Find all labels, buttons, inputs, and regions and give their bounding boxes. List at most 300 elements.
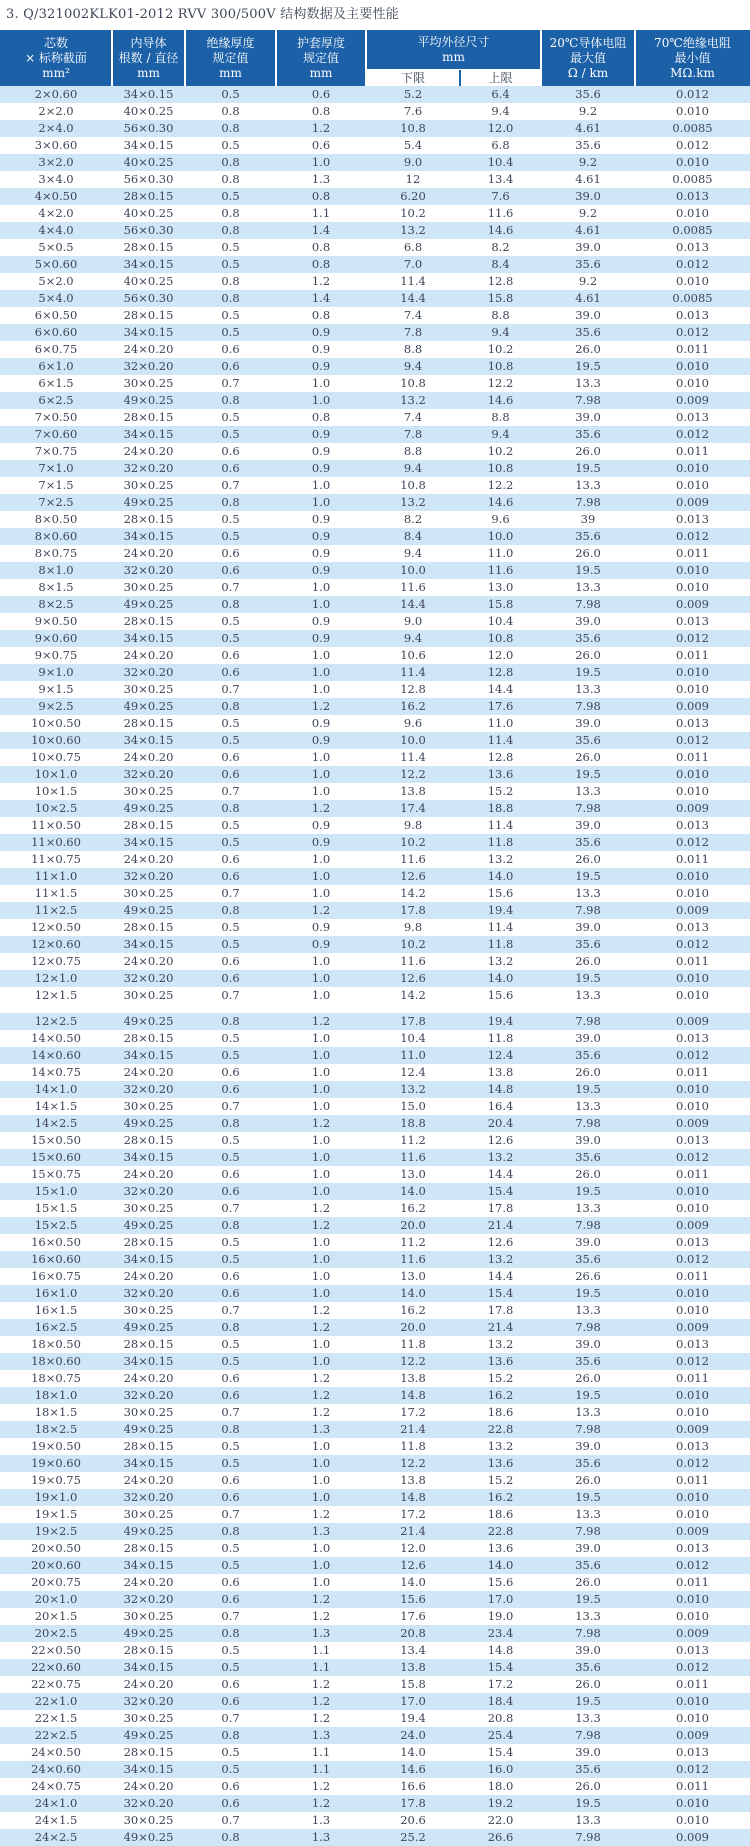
table-cell: 22.8 bbox=[487, 1524, 514, 1538]
table-cell: 0.6 bbox=[221, 1694, 240, 1708]
table-cell: 24×0.20 bbox=[123, 444, 174, 458]
table-cell: 13.2 bbox=[487, 1337, 514, 1351]
table-cell: 1.0 bbox=[311, 1184, 331, 1198]
table-cell: 0.010 bbox=[676, 1490, 709, 1504]
table-cell: 30×0.25 bbox=[123, 1609, 174, 1623]
table-cell: 39.0 bbox=[575, 189, 601, 203]
table-row bbox=[0, 562, 750, 579]
table-cell: 0.7 bbox=[221, 1507, 240, 1521]
table-cell: 28×0.15 bbox=[123, 1643, 174, 1657]
table-cell: 0.011 bbox=[676, 1473, 709, 1487]
table-cell: 15.2 bbox=[487, 1473, 514, 1487]
table-cell: 49×0.25 bbox=[123, 597, 174, 611]
table-cell: 9.4 bbox=[491, 104, 510, 118]
table-cell: 14.2 bbox=[400, 988, 426, 1002]
table-cell: 26.0 bbox=[575, 1779, 601, 1793]
table-cell: 30×0.25 bbox=[123, 1303, 174, 1317]
table-cell: 0.012 bbox=[676, 529, 709, 543]
table-cell: 15×0.50 bbox=[31, 1133, 81, 1147]
table-cell: 24×0.20 bbox=[123, 648, 174, 662]
table-cell: 0.8 bbox=[221, 155, 240, 169]
header-sheath-line1: 护套厚度 bbox=[296, 35, 345, 50]
table-row bbox=[0, 800, 750, 817]
table-cell: 18×0.60 bbox=[31, 1354, 81, 1368]
table-cell: 0.6 bbox=[221, 1677, 240, 1691]
table-cell: 20×1.5 bbox=[34, 1609, 78, 1623]
table-cell: 18.6 bbox=[487, 1405, 514, 1419]
table-cell: 49×0.25 bbox=[123, 1728, 174, 1742]
table-cell: 1.0 bbox=[311, 393, 331, 407]
table-cell: 8×1.0 bbox=[38, 563, 74, 577]
table-cell: 0.9 bbox=[311, 716, 331, 730]
table-cell: 1.0 bbox=[311, 1286, 331, 1300]
table-cell: 1.0 bbox=[311, 886, 331, 900]
table-cell: 0.6 bbox=[221, 1796, 240, 1810]
table-cell: 11×0.60 bbox=[31, 835, 81, 849]
table-cell: 24×0.50 bbox=[31, 1745, 81, 1759]
table-cell: 34×0.15 bbox=[123, 138, 174, 152]
table-cell: 19×1.0 bbox=[34, 1490, 78, 1504]
table-cell: 24×0.60 bbox=[31, 1762, 81, 1776]
table-cell: 26.0 bbox=[575, 546, 601, 560]
table-row bbox=[0, 1098, 750, 1115]
table-cell: 14×2.5 bbox=[34, 1116, 78, 1130]
table-row bbox=[0, 1506, 750, 1523]
table-cell: 26.0 bbox=[575, 1677, 601, 1691]
table-cell: 28×0.15 bbox=[123, 308, 174, 322]
table-cell: 11×2.5 bbox=[34, 903, 78, 917]
table-cell: 34×0.15 bbox=[123, 427, 174, 441]
table-cell: 0.6 bbox=[221, 444, 240, 458]
table-cell: 19.5 bbox=[575, 1592, 601, 1606]
table-cell: 32×0.20 bbox=[123, 1184, 174, 1198]
table-row bbox=[0, 1353, 750, 1370]
table-cell: 1.2 bbox=[311, 1371, 331, 1385]
table-cell: 0.6 bbox=[221, 563, 240, 577]
table-cell: 0.013 bbox=[676, 1745, 709, 1759]
table-cell: 10×2.5 bbox=[34, 801, 78, 815]
table-cell: 0.009 bbox=[676, 1524, 709, 1538]
table-row bbox=[0, 307, 750, 324]
table-row bbox=[0, 1727, 750, 1744]
table-cell: 28×0.15 bbox=[123, 920, 174, 934]
table-cell: 19.5 bbox=[575, 971, 601, 985]
table-cell: 0.7 bbox=[221, 1609, 240, 1623]
table-cell: 0.009 bbox=[676, 903, 709, 917]
table-cell: 26.6 bbox=[487, 1830, 514, 1844]
table-cell: 11.0 bbox=[400, 1048, 426, 1062]
table-cell: 39 bbox=[580, 512, 596, 526]
table-cell: 0.6 bbox=[221, 1388, 240, 1402]
table-cell: 9.2 bbox=[578, 155, 598, 169]
table-row bbox=[0, 545, 750, 562]
table-cell: 0.5 bbox=[221, 937, 240, 951]
table-cell: 24×2.5 bbox=[34, 1830, 78, 1844]
table-cell: 24×0.20 bbox=[123, 1473, 174, 1487]
table-cell: 0.6 bbox=[221, 546, 240, 560]
table-cell: 56×0.30 bbox=[123, 291, 174, 305]
table-cell: 0.0085 bbox=[672, 223, 713, 237]
table-cell: 26.0 bbox=[575, 954, 601, 968]
table-cell: 24×0.20 bbox=[123, 1677, 174, 1691]
table-cell: 0.7 bbox=[221, 1201, 240, 1215]
table-cell: 49×0.25 bbox=[123, 699, 174, 713]
table-cell: 9×2.5 bbox=[38, 699, 74, 713]
table-cell: 7.8 bbox=[403, 325, 423, 339]
table-cell: 0.011 bbox=[676, 648, 709, 662]
table-row bbox=[0, 732, 750, 749]
table-cell: 0.010 bbox=[676, 1303, 709, 1317]
table-row bbox=[0, 766, 750, 783]
table-cell: 16×0.60 bbox=[31, 1252, 81, 1266]
table-cell: 20.8 bbox=[400, 1626, 426, 1640]
table-cell: 11×1.0 bbox=[34, 869, 78, 883]
table-cell: 17.4 bbox=[400, 801, 426, 815]
table-cell: 19.4 bbox=[487, 1014, 514, 1028]
table-cell: 34×0.15 bbox=[123, 937, 174, 951]
table-row bbox=[0, 426, 750, 443]
table-cell: 11.4 bbox=[487, 733, 514, 747]
header-conductor-line3: mm bbox=[137, 65, 160, 80]
table-cell: 26.0 bbox=[575, 444, 601, 458]
table-cell: 14.0 bbox=[487, 971, 514, 985]
table-cell: 4.61 bbox=[575, 172, 601, 186]
table-cell: 7.98 bbox=[575, 1728, 601, 1742]
table-cell: 13.4 bbox=[400, 1643, 426, 1657]
table-cell: 0.6 bbox=[221, 648, 240, 662]
table-cell: 7.6 bbox=[491, 189, 510, 203]
table-cell: 0.8 bbox=[221, 393, 240, 407]
table-cell: 49×0.25 bbox=[123, 1218, 174, 1232]
table-cell: 12.2 bbox=[400, 767, 426, 781]
table-cell: 1.0 bbox=[311, 1031, 331, 1045]
table-cell: 13.3 bbox=[575, 1711, 601, 1725]
table-cell: 22.8 bbox=[487, 1422, 514, 1436]
table-cell: 8.8 bbox=[403, 444, 423, 458]
table-cell: 14.2 bbox=[400, 886, 426, 900]
table-row bbox=[0, 1251, 750, 1268]
table-cell: 10.8 bbox=[400, 121, 426, 135]
table-cell: 0.5 bbox=[221, 308, 240, 322]
table-row bbox=[0, 1438, 750, 1455]
table-cell: 13.8 bbox=[400, 1371, 426, 1385]
table-row bbox=[0, 715, 750, 732]
table-cell: 20×1.0 bbox=[34, 1592, 78, 1606]
table-cell: 15×1.0 bbox=[34, 1184, 78, 1198]
table-cell: 0.013 bbox=[676, 1031, 709, 1045]
table-cell: 0.010 bbox=[676, 784, 709, 798]
table-row bbox=[0, 188, 750, 205]
table-row bbox=[0, 409, 750, 426]
table-cell: 0.8 bbox=[221, 274, 240, 288]
table-cell: 8.8 bbox=[491, 308, 510, 322]
table-row bbox=[0, 1013, 750, 1030]
table-cell: 0.010 bbox=[676, 886, 709, 900]
header-diameter-upper: 上限 bbox=[461, 70, 540, 86]
table-cell: 12.0 bbox=[487, 121, 514, 135]
table-cell: 16×0.50 bbox=[31, 1235, 81, 1249]
header-cores-line3: mm² bbox=[42, 65, 70, 80]
table-title: 3. Q/321002KLK01-2012 RVV 300/500V 结构数据及主要性能 bbox=[6, 7, 399, 22]
table-cell: 16.0 bbox=[487, 1762, 514, 1776]
table-cell: 11.6 bbox=[400, 954, 426, 968]
table-row bbox=[0, 443, 750, 460]
table-cell: 7.98 bbox=[575, 1116, 601, 1130]
table-cell: 11.4 bbox=[400, 750, 426, 764]
table-cell: 0.9 bbox=[311, 937, 331, 951]
table-cell: 0.6 bbox=[221, 1184, 240, 1198]
table-cell: 1.0 bbox=[311, 971, 331, 985]
table-cell: 0.8 bbox=[311, 308, 331, 322]
table-cell: 7×0.50 bbox=[34, 410, 78, 424]
table-row bbox=[0, 1761, 750, 1778]
table-cell: 0.009 bbox=[676, 597, 709, 611]
table-cell: 15.4 bbox=[487, 1745, 514, 1759]
table-cell: 0.9 bbox=[311, 614, 331, 628]
table-cell: 34×0.15 bbox=[123, 1354, 174, 1368]
table-cell: 17.2 bbox=[400, 1405, 426, 1419]
table-cell: 4×4.0 bbox=[38, 223, 74, 237]
table-cell: 14.0 bbox=[400, 1745, 426, 1759]
table-cell: 49×0.25 bbox=[123, 495, 174, 509]
table-cell: 14.0 bbox=[400, 1184, 426, 1198]
table-cell: 0.010 bbox=[676, 376, 709, 390]
table-cell: 0.009 bbox=[676, 393, 709, 407]
table-cell: 1.0 bbox=[311, 1575, 331, 1589]
table-cell: 0.5 bbox=[221, 631, 240, 645]
table-cell: 0.7 bbox=[221, 784, 240, 798]
table-cell: 12 bbox=[405, 172, 421, 186]
table-cell: 0.7 bbox=[221, 1303, 240, 1317]
table-cell: 0.013 bbox=[676, 1133, 709, 1147]
table-row bbox=[0, 579, 750, 596]
header-diameter-line1: 平均外径尺寸 bbox=[417, 35, 490, 49]
table-cell: 12.6 bbox=[400, 869, 426, 883]
table-cell: 0.6 bbox=[221, 1592, 240, 1606]
table-cell: 9.4 bbox=[491, 427, 510, 441]
table-cell: 35.6 bbox=[575, 257, 601, 271]
table-cell: 0.6 bbox=[221, 1490, 240, 1504]
table-cell: 24×0.20 bbox=[123, 1167, 174, 1181]
table-cell: 15×0.60 bbox=[31, 1150, 81, 1164]
table-row bbox=[0, 1132, 750, 1149]
table-cell: 17.8 bbox=[487, 1303, 514, 1317]
table-cell: 0.013 bbox=[676, 189, 709, 203]
table-cell: 3×0.60 bbox=[34, 138, 78, 152]
table-cell: 10.8 bbox=[487, 359, 514, 373]
table-cell: 0.011 bbox=[676, 1167, 709, 1181]
table-cell: 30×0.25 bbox=[123, 1099, 174, 1113]
table-cell: 0.9 bbox=[311, 427, 331, 441]
table-cell: 0.0085 bbox=[672, 121, 713, 135]
table-cell: 1.2 bbox=[311, 1320, 331, 1334]
table-cell: 1.2 bbox=[311, 1507, 331, 1521]
table-cell: 14.6 bbox=[400, 1762, 426, 1776]
table-cell: 0.010 bbox=[676, 359, 709, 373]
table-cell: 15.8 bbox=[400, 1677, 426, 1691]
header-resistance-20c-line1: 20℃导体电阻 bbox=[549, 35, 627, 50]
table-cell: 9×1.0 bbox=[38, 665, 74, 679]
table-cell: 0.011 bbox=[676, 1779, 709, 1793]
table-cell: 7.8 bbox=[403, 427, 423, 441]
table-cell: 1.0 bbox=[311, 580, 331, 594]
table-cell: 16.2 bbox=[400, 1303, 426, 1317]
table-row bbox=[0, 1812, 750, 1829]
table-cell: 0.009 bbox=[676, 801, 709, 815]
table-cell: 56×0.30 bbox=[123, 121, 174, 135]
table-cell: 0.8 bbox=[221, 172, 240, 186]
table-cell: 0.6 bbox=[221, 1575, 240, 1589]
table-cell: 24×1.0 bbox=[34, 1796, 78, 1810]
table-cell: 24.0 bbox=[400, 1728, 426, 1742]
table-cell: 0.7 bbox=[221, 478, 240, 492]
table-cell: 7.98 bbox=[575, 495, 601, 509]
table-cell: 8×2.5 bbox=[38, 597, 74, 611]
table-cell: 19.5 bbox=[575, 1286, 601, 1300]
table-cell: 18.8 bbox=[400, 1116, 426, 1130]
table-cell: 0.012 bbox=[676, 138, 709, 152]
table-row bbox=[0, 1064, 750, 1081]
table-cell: 1.1 bbox=[311, 1643, 331, 1657]
table-cell: 20.0 bbox=[400, 1218, 426, 1232]
table-cell: 21.4 bbox=[400, 1524, 426, 1538]
table-cell: 20×0.75 bbox=[31, 1575, 81, 1589]
table-cell: 19.5 bbox=[575, 563, 601, 577]
table-cell: 1.2 bbox=[311, 1388, 331, 1402]
table-cell: 18×1.0 bbox=[34, 1388, 78, 1402]
table-cell: 17.8 bbox=[400, 903, 426, 917]
table-cell: 0.009 bbox=[676, 1422, 709, 1436]
table-cell: 9.4 bbox=[403, 359, 423, 373]
table-cell: 25.2 bbox=[400, 1830, 426, 1844]
table-cell: 9.8 bbox=[403, 818, 423, 832]
table-cell: 19×2.5 bbox=[34, 1524, 78, 1538]
table-cell: 19.5 bbox=[575, 869, 601, 883]
table-cell: 34×0.15 bbox=[123, 257, 174, 271]
table-row bbox=[0, 256, 750, 273]
table-cell: 7×2.5 bbox=[38, 495, 74, 509]
table-row bbox=[0, 1081, 750, 1098]
table-cell: 0.010 bbox=[676, 971, 709, 985]
table-row bbox=[0, 1574, 750, 1591]
table-cell: 35.6 bbox=[575, 138, 601, 152]
header-insulation-line3: mm bbox=[219, 65, 242, 80]
table-cell: 19.5 bbox=[575, 359, 601, 373]
table-cell: 0.8 bbox=[221, 121, 240, 135]
table-cell: 13.6 bbox=[487, 1456, 514, 1470]
table-cell: 0.8 bbox=[311, 410, 331, 424]
table-cell: 1.0 bbox=[311, 1354, 331, 1368]
table-cell: 34×0.15 bbox=[123, 1558, 174, 1572]
table-cell: 17.8 bbox=[400, 1014, 426, 1028]
table-cell: 0.5 bbox=[221, 1252, 240, 1266]
table-cell: 10.2 bbox=[487, 342, 514, 356]
table-cell: 0.0085 bbox=[672, 172, 713, 186]
table-cell: 13.2 bbox=[400, 495, 426, 509]
table-cell: 9.4 bbox=[403, 546, 423, 560]
table-cell: 0.012 bbox=[676, 1558, 709, 1572]
table-cell: 5×4.0 bbox=[38, 291, 74, 305]
table-row bbox=[0, 1302, 750, 1319]
table-row bbox=[0, 273, 750, 290]
table-cell: 19.5 bbox=[575, 1694, 601, 1708]
table-cell: 13.2 bbox=[400, 1082, 426, 1096]
header-resistance-20c-line2: 最大值 bbox=[569, 50, 606, 65]
table-cell: 19.2 bbox=[487, 1796, 514, 1810]
table-cell: 49×0.25 bbox=[123, 393, 174, 407]
table-row bbox=[0, 171, 750, 188]
table-cell: 0.010 bbox=[676, 1813, 709, 1827]
table-cell: 22×1.5 bbox=[34, 1711, 78, 1725]
table-cell: 12.0 bbox=[487, 648, 514, 662]
table-cell: 9×0.60 bbox=[34, 631, 78, 645]
table-cell: 26.0 bbox=[575, 1473, 601, 1487]
table-cell: 0.009 bbox=[676, 1728, 709, 1742]
table-cell: 0.009 bbox=[676, 1014, 709, 1028]
table-cell: 7.98 bbox=[575, 1218, 601, 1232]
table-cell: 6.4 bbox=[491, 87, 510, 101]
table-cell: 0.011 bbox=[676, 1065, 709, 1079]
table-cell: 39.0 bbox=[575, 614, 601, 628]
table-cell: 0.010 bbox=[676, 1082, 709, 1096]
table-cell: 14.8 bbox=[487, 1082, 514, 1096]
table-cell: 35.6 bbox=[575, 1558, 601, 1572]
table-cell: 28×0.15 bbox=[123, 1031, 174, 1045]
table-cell: 6.8 bbox=[491, 138, 510, 152]
table-cell: 1.0 bbox=[311, 1048, 331, 1062]
table-row bbox=[0, 1268, 750, 1285]
table-cell: 32×0.20 bbox=[123, 665, 174, 679]
table-cell: 0.012 bbox=[676, 1150, 709, 1164]
table-row bbox=[0, 1676, 750, 1693]
table-cell: 14×1.5 bbox=[34, 1099, 78, 1113]
table-cell: 12×0.75 bbox=[31, 954, 81, 968]
table-cell: 16.4 bbox=[487, 1099, 514, 1113]
table-cell: 1.3 bbox=[311, 1626, 331, 1640]
table-cell: 7.98 bbox=[575, 1320, 601, 1334]
table-cell: 11.4 bbox=[400, 274, 426, 288]
table-cell: 7.98 bbox=[575, 393, 601, 407]
header-cores-line2: × 标称截面 bbox=[25, 50, 87, 65]
table-cell: 10×1.0 bbox=[34, 767, 78, 781]
table-cell: 26.0 bbox=[575, 1575, 601, 1589]
table-cell: 8×0.60 bbox=[34, 529, 78, 543]
table-cell: 1.2 bbox=[311, 274, 331, 288]
table-cell: 0.5 bbox=[221, 512, 240, 526]
table-cell: 13.3 bbox=[575, 1099, 601, 1113]
table-cell: 9.0 bbox=[403, 614, 423, 628]
table-cell: 18×0.75 bbox=[31, 1371, 81, 1385]
table-cell: 1.0 bbox=[311, 988, 331, 1002]
table-cell: 18.0 bbox=[487, 1779, 514, 1793]
table-cell: 0.8 bbox=[221, 206, 240, 220]
table-cell: 35.6 bbox=[575, 1150, 601, 1164]
table-row bbox=[0, 1421, 750, 1438]
table-cell: 15.0 bbox=[400, 1099, 426, 1113]
table-cell: 17.0 bbox=[400, 1694, 426, 1708]
table-cell: 0.010 bbox=[676, 1286, 709, 1300]
table-cell: 32×0.20 bbox=[123, 971, 174, 985]
table-cell: 26.0 bbox=[575, 1371, 601, 1385]
table-cell: 0.9 bbox=[311, 359, 331, 373]
table-cell: 0.009 bbox=[676, 699, 709, 713]
table-cell: 30×0.25 bbox=[123, 886, 174, 900]
table-cell: 0.010 bbox=[676, 104, 709, 118]
table-cell: 14.4 bbox=[400, 597, 426, 611]
table-cell: 11.6 bbox=[400, 852, 426, 866]
table-cell: 1.2 bbox=[311, 1694, 331, 1708]
table-cell: 0.012 bbox=[676, 325, 709, 339]
